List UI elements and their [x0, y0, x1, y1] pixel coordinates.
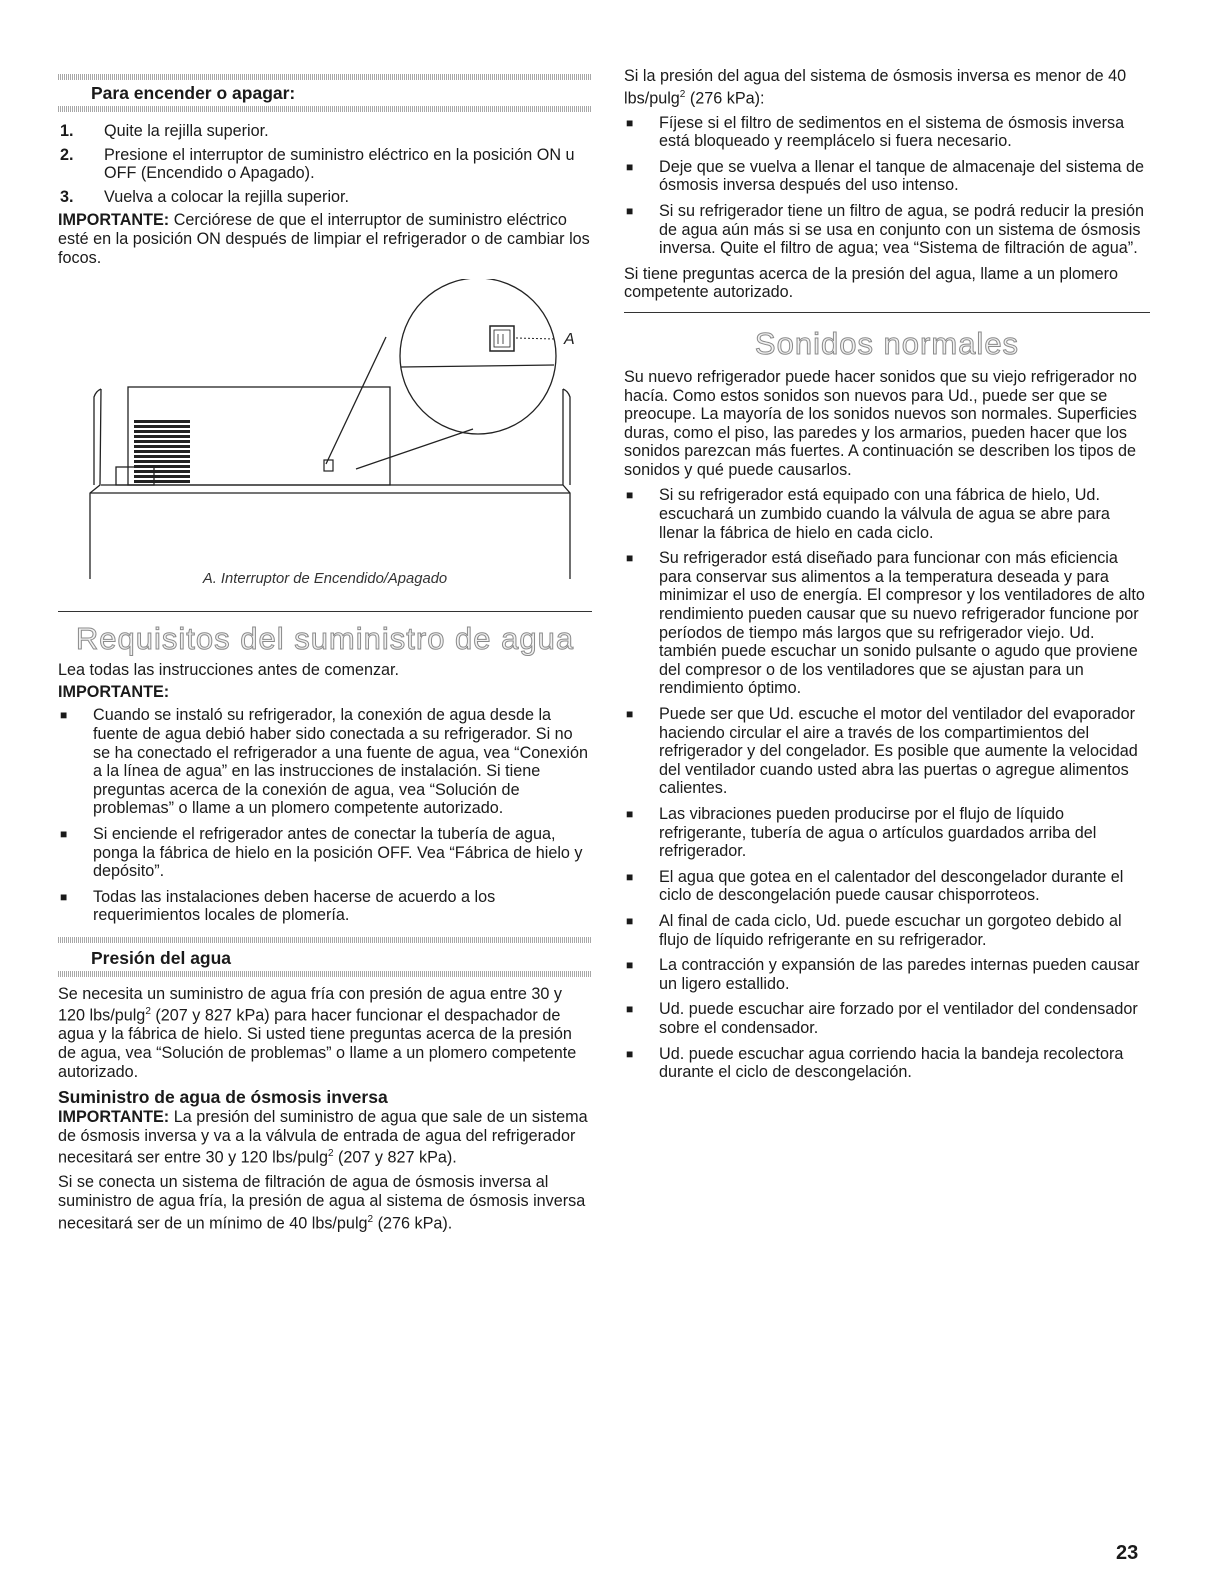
list-item: ■ El agua que gotea en el calentador del descongelador durante el ciclo de descongelación puede causar chisporroteos. — [624, 868, 1150, 905]
list-item: ■ Su refrigerador está diseñado para funcionar con más eficiencia para conservar sus alimentos a la temperatura deseada y para minimizar el uso de energía. El compresor y los ventiladores de alto rendimiento pueden causar que su nuevo refrigerador funcione por períodos de tiempo más largos que su refrigerador viejo. Ud. también puede escuchar un sonido pulsante o agudo que proviene del compresor o de los ventiladores que se ajustan para un rendimiento óptimo. — [624, 549, 1150, 698]
list-item: ■ La contracción y expansión de las paredes internas pueden causar un ligero estallido. — [624, 956, 1150, 993]
list-item: ■ Cuando se instaló su refrigerador, la conexión de agua desde la fuente de agua debió haber sido conectada a su refrigerador. Si no se ha conectado el refrigerador a una fuente de agua, vea “Conexión a la línea de agua” en las instrucciones de instalación. Si tiene preguntas acerca de la conexión de agua, vea “Solución de problemas” o llame a un plomero competente autorizado. — [58, 706, 592, 818]
list-item: ■ Las vibraciones pueden producirse por el flujo de líquido refrigerante, tubería de agua o artículos guardados arriba del refrigerador. — [624, 805, 1150, 861]
power-switch-figure — [58, 279, 592, 584]
pressure-heading: Presión del agua — [91, 947, 232, 968]
ro-low-closing: Si tiene preguntas acerca de la presión del agua, llame a un plomero competente autorizado. — [624, 264, 1119, 302]
page-number: 23 — [1116, 1542, 1139, 1564]
water-req-bullets — [58, 706, 592, 925]
ro-low-bullets — [624, 114, 1150, 258]
ro-paragraph: Si se conecta un sistema de filtración de agua de ósmosis inversa al suministro de agua fría, la presión de agua al sistema de ósmosis inversa necesitará ser de un mínimo de 40 lbs/pulg$^2$ (276 kPa). — [58, 1173, 586, 1232]
list-item: ■ Si enciende el refrigerador antes de conectar la tubería de agua, ponga la fábrica de hielo en la posición OFF. Vea “Fábrica de hielo y depósito”. — [58, 825, 592, 881]
list-item: ■ Deje que se vuelva a llenar el tanque de almacenaje del sistema de ósmosis inversa después del uso intenso. — [624, 158, 1150, 195]
water-req-intro: Lea todas las instrucciones antes de comenzar. — [58, 661, 400, 680]
section-divider — [624, 312, 1150, 313]
power-steps — [58, 122, 592, 206]
sounds-bullets — [624, 486, 1150, 1081]
right-column — [624, 0, 1150, 1089]
power-important: IMPORTANTE: Cerciórese de que el interruptor de suministro eléctrico esté en la posición ON después de limpiar el refrigerador o de cambiar los focos. — [58, 211, 590, 267]
list-item: 2. Presione el interruptor de suministro eléctrico en la posición ON u OFF (Encendido o Apagado). — [60, 145, 575, 183]
pressure-text: Se necesita un suministro de agua fría con presión de agua entre 30 y 120 lbs/pulg$^2$ (207 y 827 kPa) para hacer funcionar el despachador de agua y la fábrica de hielo. Si usted tiene preguntas acerca de la presión de agua, vea “Solución de problemas” o llame a un plomero competente autorizado. — [58, 984, 577, 1081]
ro-heading: Suministro de agua de ósmosis inversa — [58, 1087, 388, 1108]
list-item: ■ Puede ser que Ud. escuche el motor del ventilador del evaporador haciendo circular el aire a través de los compartimientos del refrigerador y del congelador. Es posible que aumente la velocidad del ventilador cuando usted abra las puertas o agregue alimentos calientes. — [624, 705, 1150, 798]
list-item: ■ Al final de cada ciclo, Ud. puede escuchar un gorgoteo debido al flujo de líquido refrigerante en su refrigerador. — [624, 912, 1150, 949]
left-column — [58, 0, 592, 1233]
subheading-rule-top — [58, 937, 592, 943]
sounds-intro: Su nuevo refrigerador puede hacer sonidos que su viejo refrigerador no hacía. Como estos sonidos son nuevos para Ud., puede ser que se preocupe. La mayoría de los sonidos nuevos son normales. Superficies duras, como el piso, las paredes y los armarios, pueden hacer que los sonidos parezcan más fuertes. A continuación se describen los tipos de sonidos y qué puede causarlos. — [624, 367, 1137, 479]
subheading-rule-top — [58, 74, 592, 80]
section-divider — [58, 611, 592, 612]
refrigerator-top-illustration — [58, 279, 592, 584]
ro-important: IMPORTANTE: La presión del suministro de agua que sale de un sistema de ósmosis inversa y va a la válvula de entrada de agua del refrigerador necesitará ser entre 30 y 120 lbs/pulg$^2$ (207 y 827 kPa). — [58, 1108, 588, 1167]
ro-low-intro: Si la presión del agua del sistema de ósmosis inversa es menor de 40 lbs/pulg$^2$ (276 kPa): — [624, 67, 1127, 107]
list-item: ■ Fíjese si el filtro de sedimentos en el sistema de ósmosis inversa está bloqueado y reemplácelo si fuera necesario. — [624, 114, 1150, 151]
list-item: ■ Ud. puede escuchar aire forzado por el ventilador del condensador sobre el condensador. — [624, 1000, 1150, 1037]
subheading-rule-bottom — [58, 106, 592, 112]
list-item: ■ Si su refrigerador está equipado con una fábrica de hielo, Ud. escuchará un zumbido cuando la válvula de agua se abre para llenar la fábrica de hielo en cada ciclo. — [624, 486, 1150, 542]
water-req-important-label: IMPORTANTE: — [58, 682, 170, 701]
water-requirements-heading: Requisitos del suministro de agua — [75, 621, 575, 657]
subheading-rule-bottom — [58, 971, 592, 977]
list-item: ■ Ud. puede escuchar agua corriendo hacia la bandeja recolectora durante el ciclo de descongelación. — [624, 1045, 1150, 1082]
list-item: 3. Vuelva a colocar la rejilla superior. — [60, 187, 350, 206]
vent-grille — [134, 420, 190, 483]
power-heading: Para encender o apagar: — [91, 83, 296, 103]
list-item: ■ Todas las instalaciones deben hacerse de acuerdo a los requerimientos locales de plomería. — [58, 888, 592, 925]
list-item: 1. Quite la rejilla superior. — [60, 122, 269, 140]
list-item: ■ Si su refrigerador tiene un filtro de agua, se podrá reducir la presión de agua aún más si se usa en conjunto con un sistema de ósmosis inversa. Quite el filtro de agua; vea “Sistema de filtración de agua”. — [624, 202, 1150, 258]
figure-caption: A. Interruptor de Encendido/Apagado — [202, 571, 448, 588]
figure-callout: A — [564, 331, 575, 349]
sounds-heading: Sonidos normales — [754, 325, 1020, 361]
